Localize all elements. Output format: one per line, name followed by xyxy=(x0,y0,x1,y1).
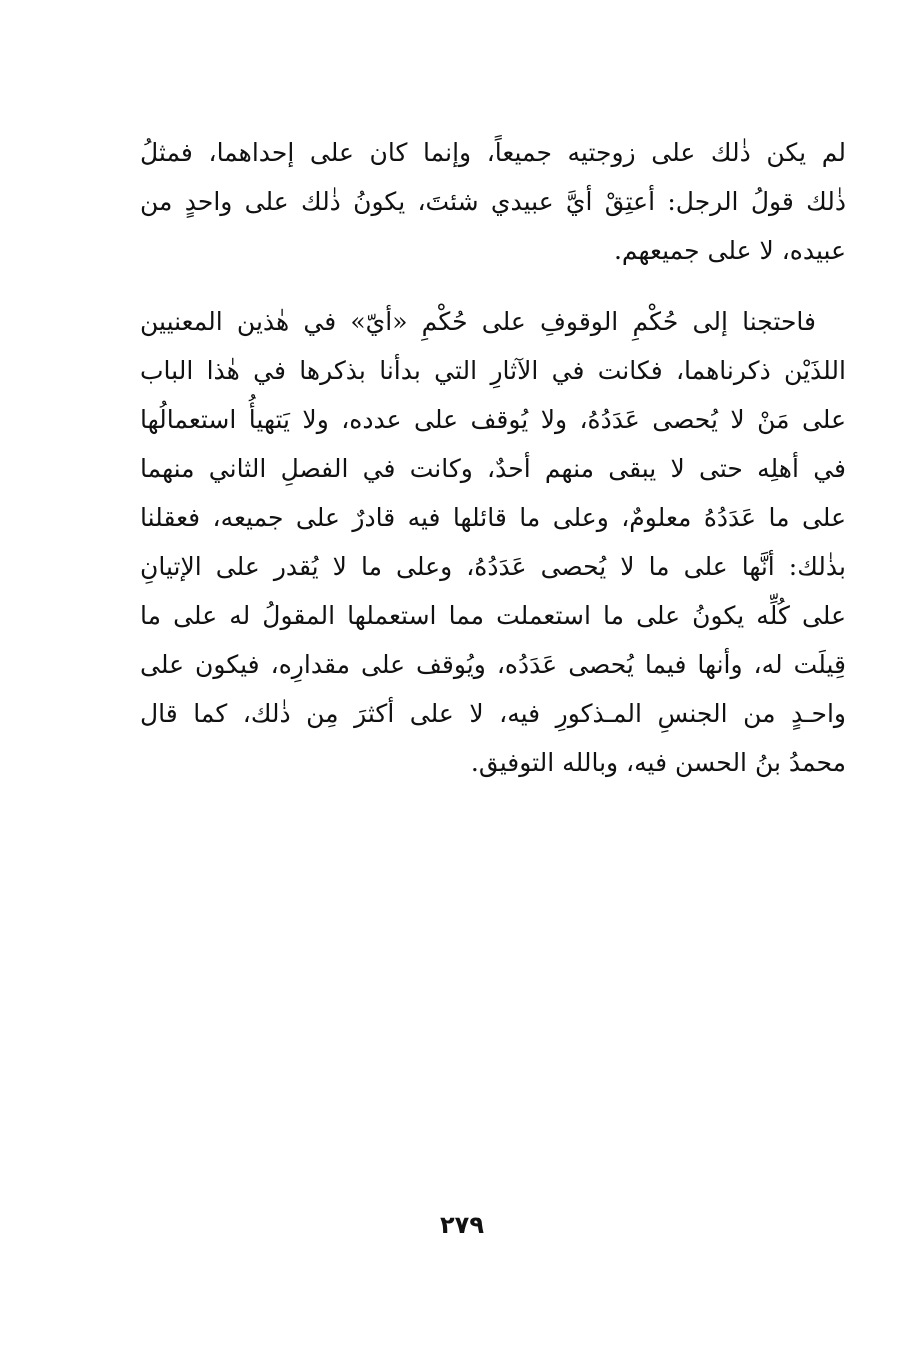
text-line: واحـدٍ من الجنسِ المـذكورِ فيه، لا على أكثرَ مِن ذٰلك، كما قال xyxy=(140,699,846,728)
text-line: لم يكن ذٰلك على زوجتيه جميعاً، وإنما كان على إحداهما، فمثلُ xyxy=(140,138,846,167)
text-line: على مَنْ لا يُحصى عَدَدُهُ، ولا يُوقف على عدده، ولا يَتهيأُ استعمالُها xyxy=(140,405,846,434)
text-line: فاحتجنا إلى حُكْمِ الوقوفِ على حُكْمِ «أيّ» في هٰذين المعنيين xyxy=(140,307,816,336)
paragraph-2 xyxy=(140,297,846,787)
text-line: ذٰلك قولُ الرجل: أعتِقْ أيَّ عبيدي شئتَ، يكونُ ذٰلك على واحدٍ من xyxy=(140,187,846,216)
page-number: ٢٧٩ xyxy=(440,1211,484,1239)
paragraph-spacer xyxy=(140,275,846,297)
text-line: محمدُ بنُ الحسن فيه، وبالله التوفيق. xyxy=(470,748,846,777)
text-line: على ما عَدَدُهُ معلومٌ، وعلى ما قائلها فيه قادرٌ على جميعه، فعقلنا xyxy=(140,503,846,532)
text-line: اللذَيْن ذكرناهما، فكانت في الآثارِ التي بدأنا بذكرها في هٰذا الباب xyxy=(140,356,846,385)
text-line: بذٰلك: أنَّها على ما لا يُحصى عَدَدُهُ، وعلى ما لا يُقدر على الإتيانِ xyxy=(140,552,846,581)
text-line: عبيده، لا على جميعهم. xyxy=(613,236,846,265)
text-line: قِيلَت له، وأنها فيما يُحصى عَدَدُه، ويُوقف على مقدارِه، فيكون على xyxy=(140,650,846,679)
body-text xyxy=(140,128,846,787)
text-line: في أهلِه حتى لا يبقى منهم أحدٌ، وكانت في الفصلِ الثاني منهما xyxy=(140,454,846,483)
text-line: على كُلِّه يكونُ على ما استعملت مما استعملها المقولُ له على ما xyxy=(140,601,846,630)
paragraph-1 xyxy=(140,128,846,275)
